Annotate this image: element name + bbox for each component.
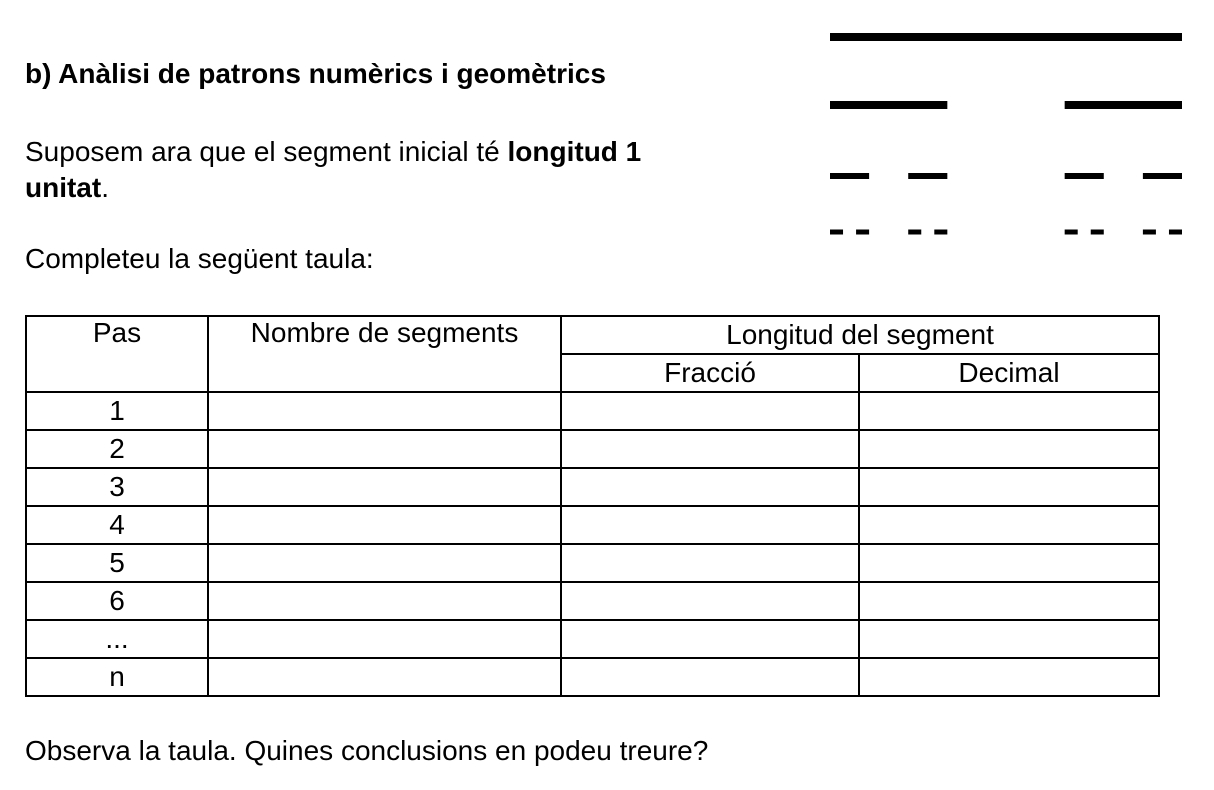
decimal-cell[interactable] (859, 620, 1159, 658)
table-row (26, 658, 1159, 696)
segments-cell[interactable] (208, 392, 561, 430)
section-heading: b) Anàlisi de patrons numèrics i geomètrics (25, 58, 606, 89)
decimal-cell[interactable] (859, 392, 1159, 430)
fraction-cell[interactable] (561, 392, 859, 430)
segments-cell[interactable] (208, 658, 561, 696)
fraction-cell[interactable] (561, 582, 859, 620)
table-row (26, 392, 1159, 430)
fraction-cell[interactable] (561, 658, 859, 696)
decimal-cell[interactable] (859, 658, 1159, 696)
intro-text: Suposem ara que el segment inicial té (25, 136, 508, 167)
header-pas: Pas (26, 316, 208, 392)
table-row (26, 430, 1159, 468)
step-cell: 4 (26, 506, 208, 544)
decimal-cell[interactable] (859, 430, 1159, 468)
step-cell: 5 (26, 544, 208, 582)
table-row (26, 582, 1159, 620)
table-row (26, 468, 1159, 506)
header-fraccio: Fracció (561, 354, 859, 392)
decimal-cell[interactable] (859, 544, 1159, 582)
step-cell: 6 (26, 582, 208, 620)
table-row (26, 506, 1159, 544)
segments-cell[interactable] (208, 430, 561, 468)
header-nombre-segments: Nombre de segments (208, 316, 561, 392)
intro-end: . (101, 172, 109, 203)
header-decimal: Decimal (859, 354, 1159, 392)
segments-cell[interactable] (208, 582, 561, 620)
step-cell: ... (26, 620, 208, 658)
decimal-cell[interactable] (859, 468, 1159, 506)
cantor-set-figure (0, 0, 1214, 260)
step-cell: 2 (26, 430, 208, 468)
fraction-cell[interactable] (561, 468, 859, 506)
header-longitud-segment: Longitud del segment (561, 316, 1159, 354)
fraction-cell[interactable] (561, 430, 859, 468)
answer-table (25, 315, 1160, 697)
segments-cell[interactable] (208, 620, 561, 658)
table-row (26, 620, 1159, 658)
fraction-cell[interactable] (561, 506, 859, 544)
intro-bold-unit: unitat (25, 172, 102, 203)
decimal-cell[interactable] (859, 582, 1159, 620)
segments-cell[interactable] (208, 468, 561, 506)
segments-cell[interactable] (208, 544, 561, 582)
table-row (26, 544, 1159, 582)
fraction-cell[interactable] (561, 620, 859, 658)
instruction-text: Completeu la següent taula: (25, 243, 374, 274)
step-cell: 3 (26, 468, 208, 506)
conclusion-question: Observa la taula. Quines conclusions en podeu treure? (25, 735, 709, 766)
decimal-cell[interactable] (859, 506, 1159, 544)
step-cell: n (26, 658, 208, 696)
step-cell: 1 (26, 392, 208, 430)
fraction-cell[interactable] (561, 544, 859, 582)
segments-cell[interactable] (208, 506, 561, 544)
intro-bold-length: longitud 1 (507, 136, 642, 167)
